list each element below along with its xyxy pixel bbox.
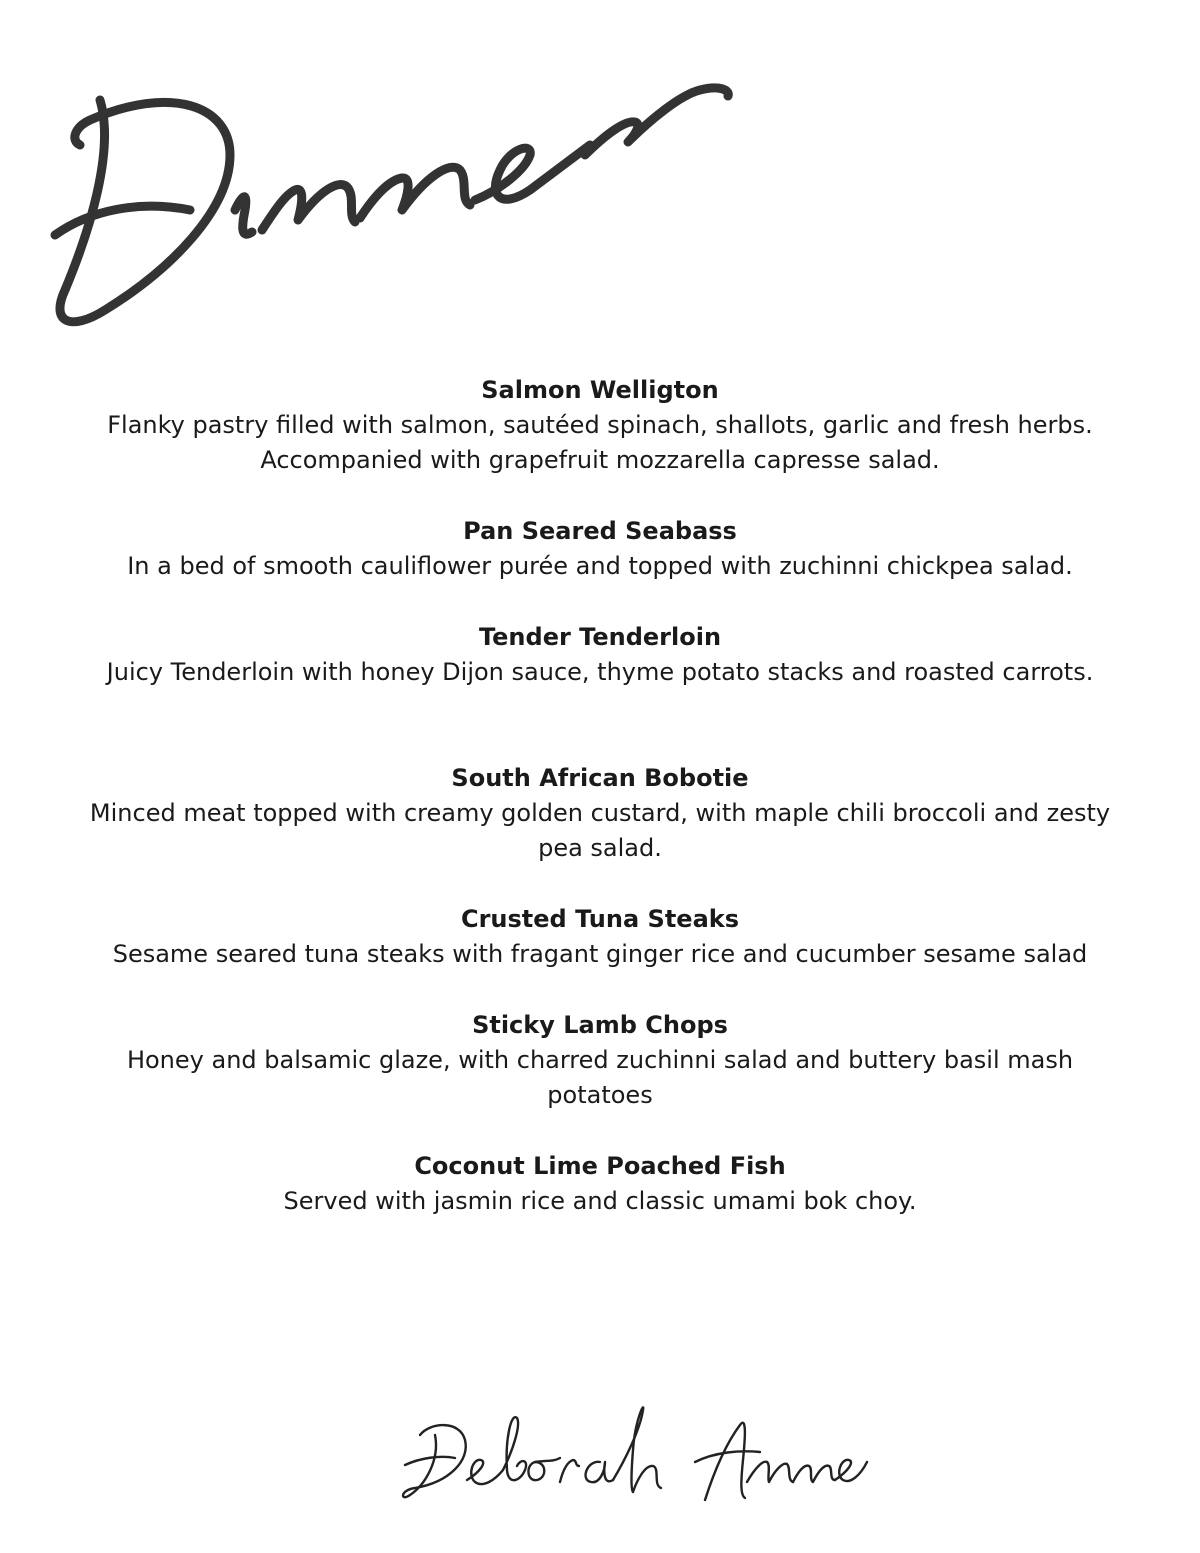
- spacer: [60, 866, 1140, 901]
- dish-name: South African Bobotie: [451, 764, 749, 792]
- sig-letter-e1: [467, 1460, 503, 1484]
- menu-item: [60, 1007, 1140, 1113]
- menu-item: [60, 372, 1140, 478]
- menu-item: [60, 619, 1140, 690]
- script-letter-n1: [262, 185, 355, 230]
- sig-letter-a1: [586, 1462, 613, 1482]
- script-letter-r: [585, 88, 728, 155]
- script-letter-i: [235, 197, 252, 234]
- spacer: [60, 478, 1140, 513]
- dish-name: Sticky Lamb Chops: [472, 1011, 728, 1039]
- sig-letter-b: [503, 1417, 526, 1480]
- dish-description: Flanky pastry filled with salmon, sautéed spinach, shallots, garlic and fresh herbs. Accompanied with grapefruit mozzarella capresse salad.: [107, 411, 1093, 474]
- menu-item: [60, 901, 1140, 972]
- sig-letter-d-bar: [405, 1457, 455, 1465]
- menu-item: [60, 760, 1140, 866]
- dinner-script-lettering: [30, 60, 730, 330]
- sig-letter-o: [528, 1458, 560, 1480]
- sig-letter-a-cap-bar: [695, 1451, 760, 1462]
- script-letter-d-stem: [60, 100, 230, 322]
- dish-description: Honey and balsamic glaze, with charred zuchinni salad and buttery basil mash potatoes: [126, 1046, 1074, 1109]
- sig-letter-r: [560, 1460, 579, 1482]
- menu-title-script: [30, 60, 730, 330]
- dish-description: Sesame seared tuna steaks with fragant ginger rice and cucumber sesame salad: [112, 940, 1088, 968]
- spacer: [60, 690, 1140, 760]
- dish-name: Salmon Welligton: [481, 376, 719, 404]
- dish-name: Coconut Lime Poached Fish: [414, 1152, 786, 1180]
- dish-name: Pan Seared Seabass: [463, 517, 737, 545]
- dish-name: Tender Tenderloin: [478, 623, 722, 651]
- menu-list: [60, 372, 1140, 1219]
- signature: [395, 1400, 875, 1520]
- dish-description: Juicy Tenderloin with honey Dijon sauce, thyme potato stacks and roasted carrots.: [106, 658, 1094, 686]
- sig-letter-n2: [793, 1466, 835, 1482]
- script-letter-n2: [360, 167, 470, 218]
- dish-description: In a bed of smooth cauliflower purée and topped with zuchinni chickpea salad.: [127, 552, 1073, 580]
- dish-name: Crusted Tuna Steaks: [460, 905, 740, 933]
- spacer: [60, 1113, 1140, 1148]
- script-letter-d-bar: [55, 206, 190, 235]
- dish-description: Minced meat topped with creamy golden custard, with maple chili broccoli and zesty pea salad.: [89, 799, 1111, 862]
- menu-item: [60, 1148, 1140, 1219]
- script-letter-e: [475, 145, 590, 200]
- menu-item: [60, 513, 1140, 584]
- sig-letter-a-cap: [705, 1423, 745, 1500]
- signature-lettering: [395, 1400, 875, 1520]
- sig-letter-h: [613, 1407, 661, 1492]
- sig-letter-e2: [835, 1460, 867, 1481]
- spacer: [60, 972, 1140, 1007]
- dish-description: Served with jasmin rice and classic umami bok choy.: [283, 1187, 917, 1215]
- sig-letter-n1: [747, 1462, 793, 1482]
- spacer: [60, 584, 1140, 619]
